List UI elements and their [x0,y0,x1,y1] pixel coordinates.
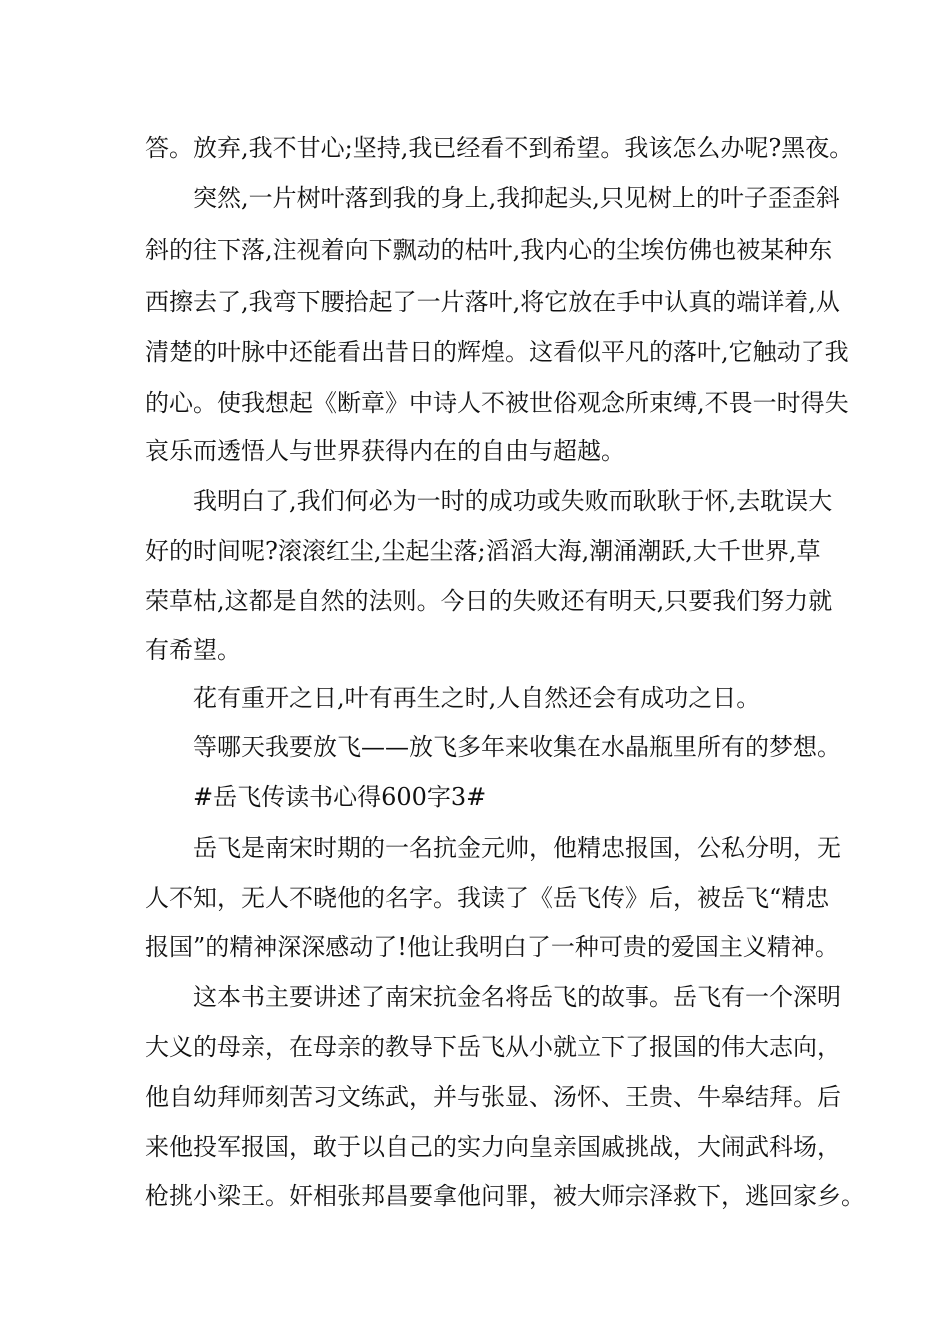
text-line: 清楚的叶脉中还能看出昔日的辉煌。这看似平凡的落叶,它触动了我 [145,338,849,366]
text-line: 人不知，无人不晓他的名字。我读了《岳飞传》后，被岳飞“精忠 [145,884,830,912]
text-line: 哀乐而透悟人与世界获得内在的自由与超越。 [145,437,625,465]
text-line: 好的时间呢?滚滚红尘,尘起尘落;滔滔大海,潮涌潮跃,大千世界,草 [145,537,821,565]
text-line: 荣草枯,这都是自然的法则。今日的失败还有明天,只要我们努力就 [145,587,833,615]
text-line: 答。放弃,我不甘心;坚持,我已经看不到希望。我该怎么办呢?黑夜。 [145,134,854,162]
section-heading: #岳飞传读书心得600字3# [193,783,487,811]
text-line: 大义的母亲，在母亲的教导下岳飞从小就立下了报国的伟大志向， [145,1033,841,1061]
text-line: 报国”的精神深深感动了!他让我明白了一种可贵的爱国主义精神。 [145,933,839,961]
text-line: 来他投军报国，敢于以自己的实力向皇亲国戚挑战，大闹武科场， [145,1133,841,1161]
text-line: 突然,一片树叶落到我的身上,我抑起头,只见树上的叶子歪歪斜 [193,184,840,212]
text-line: 岳飞是南宋时期的一名抗金元帅，他精忠报国，公私分明，无 [193,834,841,862]
text-line: 这本书主要讲述了南宋抗金名将岳飞的故事。岳飞有一个深明 [193,983,841,1011]
text-line: 等哪天我要放飞——放飞多年来收集在水晶瓶里所有的梦想。 [193,733,841,761]
text-line: 枪挑小梁王。奸相张邦昌要拿他问罪，被大师宗泽救下，逃回家乡。 [145,1182,865,1210]
text-line: 他自幼拜师刻苦习文练武，并与张显、汤怀、王贵、牛皋结拜。后 [145,1083,841,1111]
text-line: 有希望。 [145,636,241,664]
text-line: 花有重开之日,叶有再生之时,人自然还会有成功之日。 [193,684,761,712]
text-line: 我明白了,我们何必为一时的成功或失败而耿耿于怀,去耽误大 [193,487,833,515]
text-line: 西擦去了,我弯下腰拾起了一片落叶,将它放在手中认真的端详着,从 [145,288,840,316]
text-line: 斜的往下落,注视着向下飘动的枯叶,我内心的尘埃仿佛也被某种东 [145,236,833,264]
text-line: 的心。使我想起《断章》中诗人不被世俗观念所束缚,不畏一时得失 [145,389,849,417]
